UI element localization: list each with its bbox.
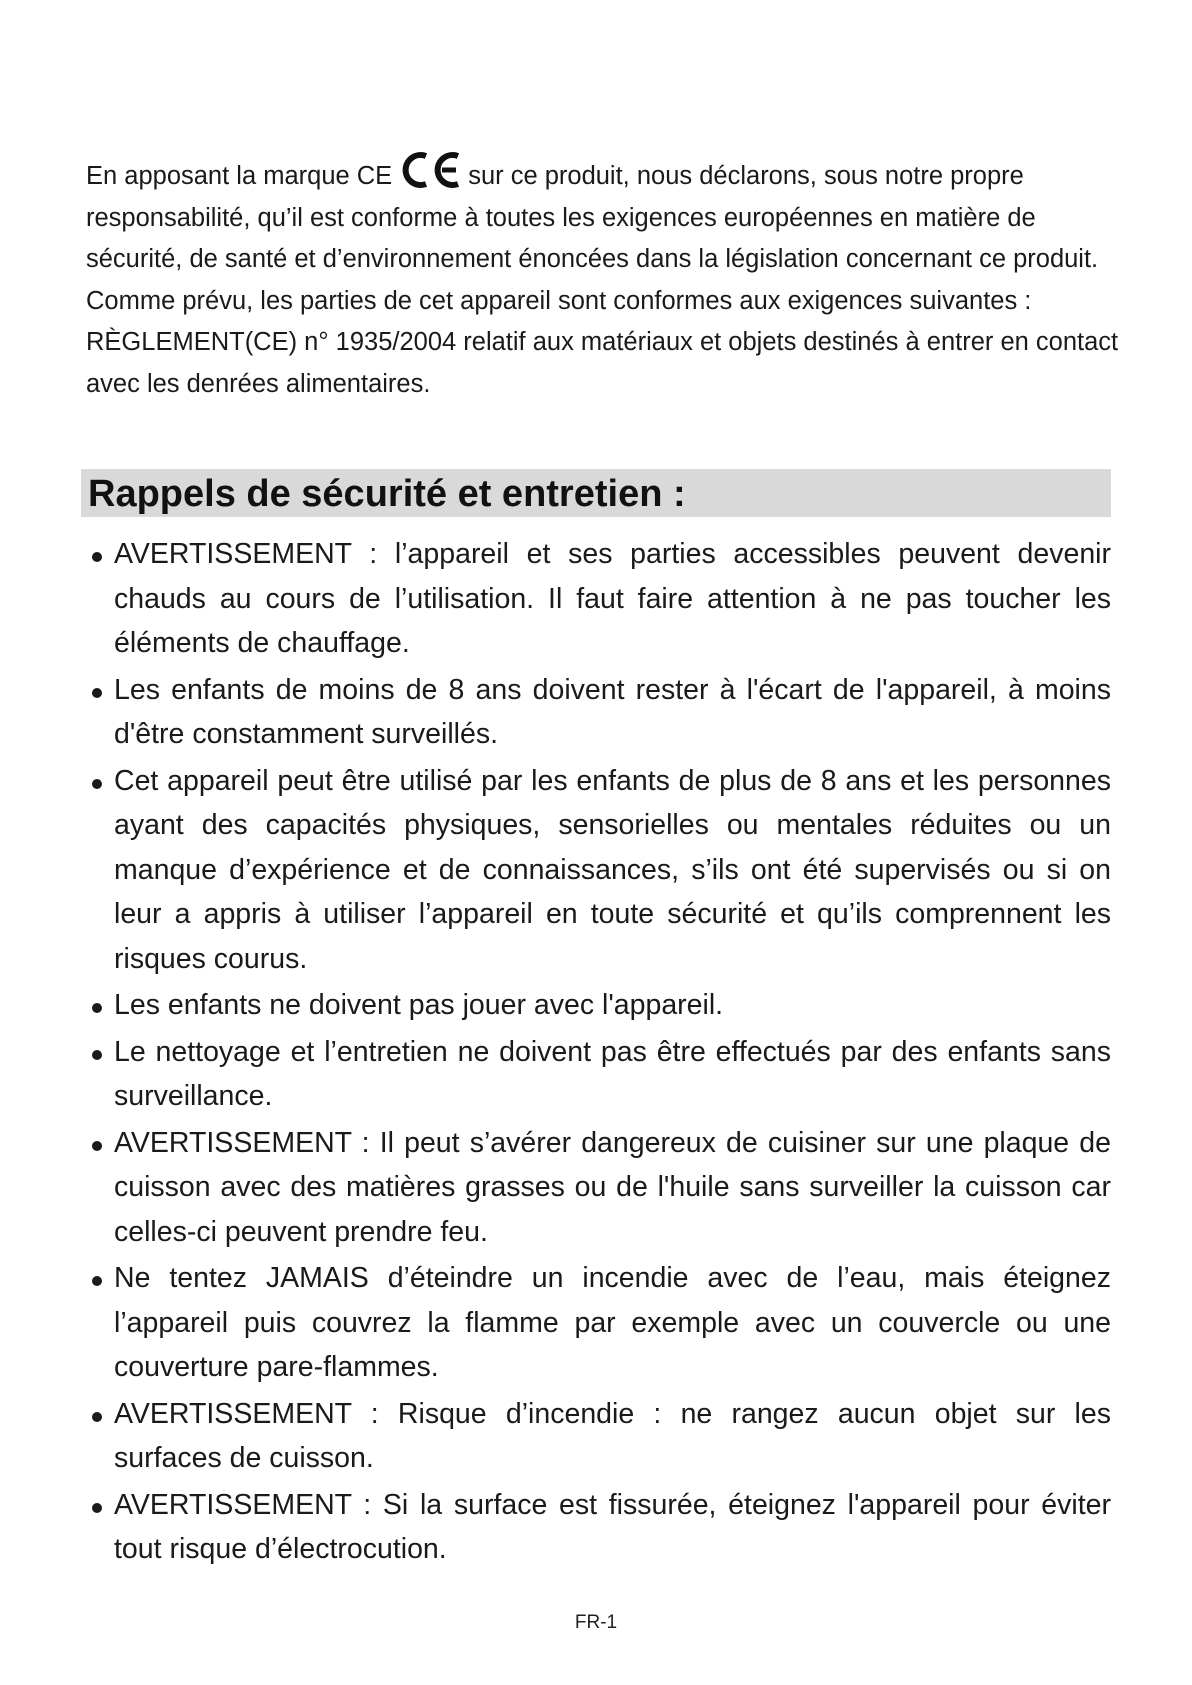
intro-text-before-mark: En apposant la marque CE bbox=[86, 162, 393, 190]
bullet-text: Le nettoyage et l’entretien ne doivent pas être effectués par des enfants sans surveillance. bbox=[114, 1035, 1111, 1112]
ce-mark-icon bbox=[398, 150, 464, 190]
list-item bbox=[86, 1483, 1111, 1572]
bullet-text: Les enfants de moins de 8 ans doivent rester à l'écart de l'appareil, à moins d'être constamment surveillés. bbox=[114, 673, 1111, 750]
section-title: Rappels de sécurité et entretien : bbox=[88, 473, 686, 515]
list-item bbox=[86, 668, 1111, 757]
intro-paragraph bbox=[86, 150, 1126, 405]
safety-bullet-list bbox=[86, 532, 1111, 1574]
list-item bbox=[86, 532, 1111, 666]
list-item bbox=[86, 759, 1111, 982]
page-number: FR-1 bbox=[574, 1612, 618, 1633]
list-item bbox=[86, 1030, 1111, 1119]
bullet-text: Ne tentez JAMAIS d’éteindre un incendie avec de l’eau, mais éteignez l’appareil puis couvrez la flamme par exemple avec un couvercle ou une couverture pare-flammes. bbox=[114, 1262, 1111, 1383]
bullet-text: Cet appareil peut être utilisé par les enfants de plus de 8 ans et les personnes ayant des capacités physiques, sensorielles ou mentales réduites ou un manque d’expérience et de connaissances, s’ils ont été supervisés ou si on leur a appris à utiliser l’appareil en toute sécurité et qu’ils comprennent les risques courus. bbox=[114, 764, 1111, 975]
list-item bbox=[86, 1121, 1111, 1255]
list-item bbox=[86, 983, 1111, 1028]
bullet-text: AVERTISSEMENT : l’appareil et ses parties accessibles peuvent devenir chauds au cours de l’utilisation. Il faut faire attention à ne pas toucher les éléments de chauffage. bbox=[114, 538, 1111, 659]
list-item bbox=[86, 1256, 1111, 1390]
bullet-text: AVERTISSEMENT : Risque d’incendie : ne rangez aucun objet sur les surfaces de cuisson. bbox=[114, 1397, 1111, 1474]
list-item bbox=[86, 1392, 1111, 1481]
bullet-text: AVERTISSEMENT : Si la surface est fissurée, éteignez l'appareil pour éviter tout risque d’électrocution. bbox=[114, 1488, 1111, 1565]
bullet-text: AVERTISSEMENT : Il peut s’avérer dangereux de cuisiner sur une plaque de cuisson avec des matières grasses ou de l'huile sans surveiller la cuisson car celles-ci peuvent prendre feu. bbox=[114, 1126, 1111, 1248]
intro-text-after-mark: sur ce produit, nous déclarons, sous notre propre responsabilité, qu’il est conforme à toutes les exigences européennes en matière de sécurité, de santé et d’environnement énoncées dans la législation concernant ce produit. Comme prévu, les parties de cet appareil sont conformes aux exigences suivantes : RÈGLEMENT(CE) n° 1935/2004 relatif aux matériaux et objets destinés à entrer en contact avec les denrées alimentaires. bbox=[86, 162, 1119, 398]
bullet-text: Les enfants ne doivent pas jouer avec l'appareil. bbox=[114, 989, 724, 1021]
